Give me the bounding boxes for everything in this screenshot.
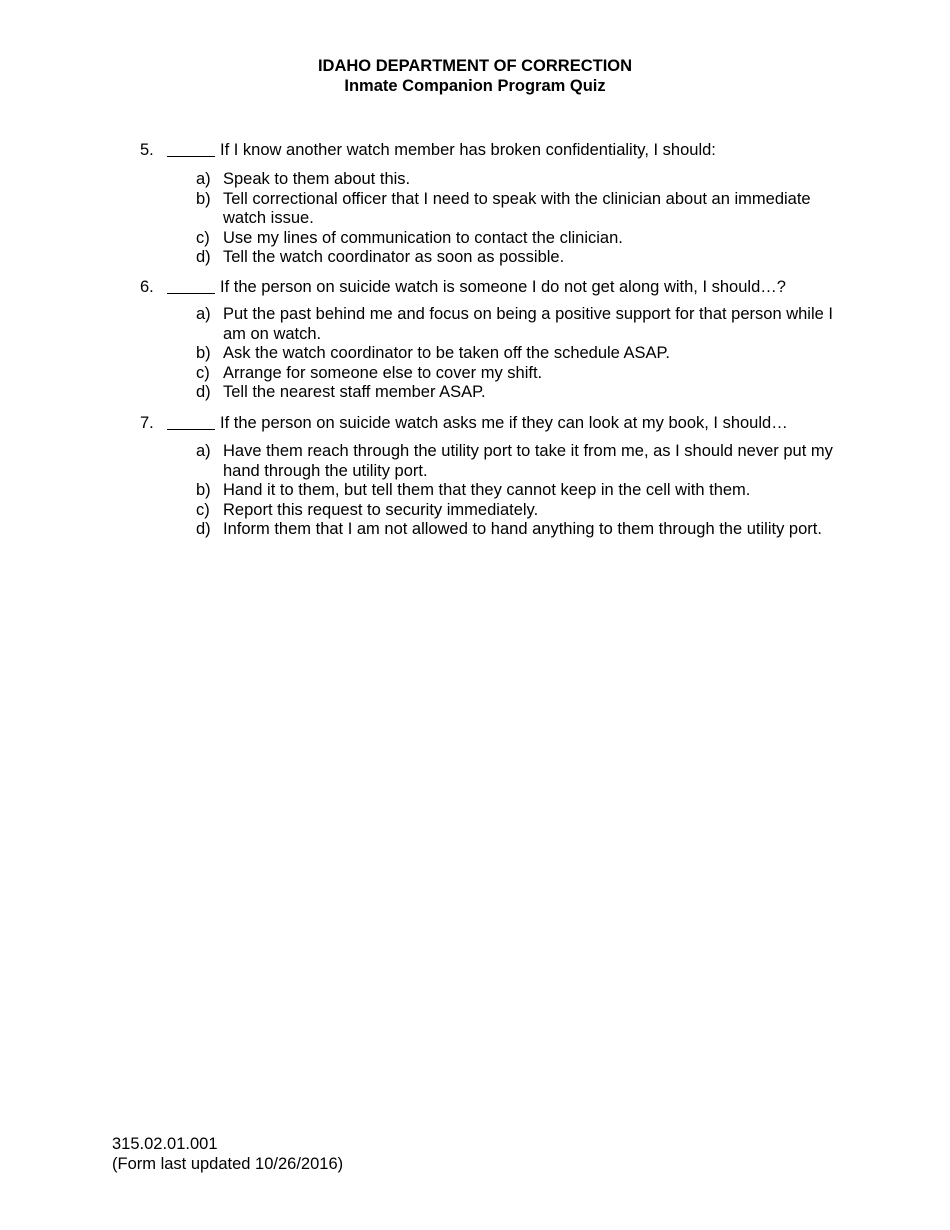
options-list bbox=[196, 305, 836, 403]
option-letter: c) bbox=[196, 228, 210, 247]
question-text: If I know another watch member has broken confidentiality, I should: bbox=[220, 141, 716, 159]
question-stem bbox=[140, 277, 840, 297]
answer-blank bbox=[167, 429, 215, 430]
answer-blank bbox=[167, 293, 215, 294]
option-text: Have them reach through the utility port to take it from me, as I should never put my hand through the utility port. bbox=[223, 442, 833, 480]
option-b bbox=[196, 190, 836, 229]
option-letter: a) bbox=[196, 170, 211, 188]
option-letter: d) bbox=[196, 248, 211, 266]
option-text: Tell the watch coordinator as soon as possible. bbox=[223, 248, 565, 266]
option-a bbox=[196, 170, 836, 190]
option-letter: d) bbox=[196, 520, 211, 538]
form-number: 315.02.01.001 bbox=[112, 1135, 218, 1153]
question-stem bbox=[140, 140, 840, 160]
question-6 bbox=[140, 277, 840, 401]
department-title: IDAHO DEPARTMENT OF CORRECTION bbox=[317, 57, 633, 75]
question-5 bbox=[140, 140, 840, 266]
question-7 bbox=[140, 413, 840, 538]
option-text: Hand it to them, but tell them that they cannot keep in the cell with them. bbox=[223, 481, 751, 499]
option-b bbox=[196, 344, 836, 364]
question-text: If the person on suicide watch is someone I do not get along with, I should…? bbox=[220, 278, 786, 296]
question-number: 6. bbox=[140, 278, 154, 296]
option-d bbox=[196, 383, 836, 403]
option-d bbox=[196, 520, 836, 540]
question-stem bbox=[140, 413, 840, 433]
option-c bbox=[196, 229, 836, 249]
option-letter: a) bbox=[196, 442, 211, 460]
option-a bbox=[196, 305, 836, 344]
options-list bbox=[196, 170, 836, 268]
options-list bbox=[196, 442, 836, 540]
option-c bbox=[196, 364, 836, 384]
option-letter: b) bbox=[196, 344, 211, 362]
option-text: Use my lines of communication to contact the clinician. bbox=[223, 228, 623, 247]
option-text: Put the past behind me and focus on being a positive support for that person while I am on watch. bbox=[223, 305, 833, 343]
answer-blank bbox=[167, 156, 215, 157]
option-text: Tell correctional officer that I need to speak with the clinician about an immediate watch issue. bbox=[223, 189, 811, 227]
option-letter: a) bbox=[196, 305, 211, 323]
document-header bbox=[0, 56, 950, 96]
option-text: Speak to them about this. bbox=[223, 170, 411, 188]
document-footer bbox=[112, 1134, 343, 1174]
question-number: 7. bbox=[140, 414, 154, 432]
option-text: Arrange for someone else to cover my shift. bbox=[223, 363, 543, 382]
option-text: Ask the watch coordinator to be taken off the schedule ASAP. bbox=[223, 344, 671, 362]
option-text: Tell the nearest staff member ASAP. bbox=[223, 383, 486, 401]
option-text: Inform them that I am not allowed to hand anything to them through the utility port. bbox=[223, 520, 822, 538]
option-d bbox=[196, 248, 836, 268]
option-letter: b) bbox=[196, 481, 211, 499]
option-text: Report this request to security immediately. bbox=[223, 500, 539, 519]
question-number: 5. bbox=[140, 141, 154, 159]
option-b bbox=[196, 481, 836, 501]
option-c bbox=[196, 501, 836, 521]
option-letter: c) bbox=[196, 363, 210, 382]
question-text: If the person on suicide watch asks me if they can look at my book, I should… bbox=[220, 414, 788, 432]
quiz-title: Inmate Companion Program Quiz bbox=[344, 77, 606, 95]
option-letter: c) bbox=[196, 500, 210, 519]
form-updated-date: (Form last updated 10/26/2016) bbox=[112, 1155, 344, 1173]
option-a bbox=[196, 442, 836, 481]
option-letter: b) bbox=[196, 189, 211, 208]
option-letter: d) bbox=[196, 383, 211, 401]
